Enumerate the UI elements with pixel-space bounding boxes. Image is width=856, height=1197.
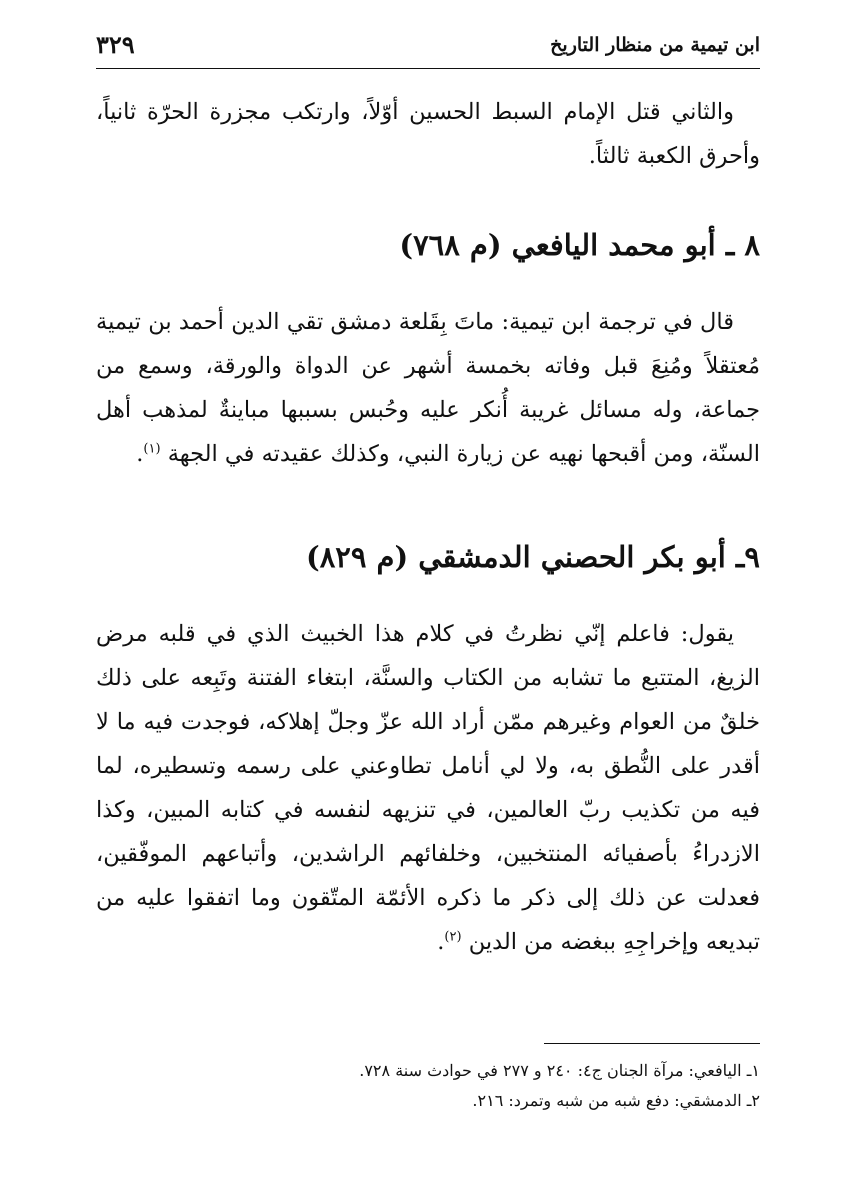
footnote-reference[interactable]: (١) [143,441,161,457]
running-header [96,28,760,69]
footnote-divider [544,1043,760,1044]
paragraph-text: يقول: فاعلم إنّي نظرتُ في كلام هذا الخبيث الذي في قلبه مرض الزيغ، المتتبع ما تشابه من الكتاب والسنَّة، ابتغاء الفتنة وتَبِعه على ذلك خلقٌ من العوام وغيرهم ممّن أراد الله عزّ وجلّ إهلاكه، فوجدت فيه ما لا أقدر على النُّطق به، ولا لي أنامل تطاوعني على رسمه وتسطيره، لما فيه من تكذيب ربّ العالمين، في تنزيهه لنفسه في كتابه المبين، وكذا الازدراءُ بأصفيائه المنتخبين، وخلفائهم الراشدين، وأتباعهم الموفّقين، فعدلت عن ذلك إلى ذكر ما ذكره الأئمّة المتّقون وما اتفقوا عليه من تبديعه وإخراجِهِ ببغضه من الدين [96,621,760,955]
paragraph-text: والثاني قتل الإمام السبط الحسين أوّلاً، وارتكب مجزرة الحرّة ثانياً، وأحرق الكعبة ثالثاً. [96,99,760,169]
footnotes [96,1056,760,1116]
footnote-2: ٢ـ الدمشقي: دفع شبه من شبه وتمرد: ٢١٦. [472,1091,760,1110]
page-number: ٣٢٩ [96,30,135,59]
paragraph-text: قال في ترجمة ابن تيمية: ماتَ بِقَلعة دمشق تقي الدين أحمد بن تيمية مُعتقلاً ومُنِعَ قبل وفاته بخمسة أشهر عن الدواة والورقة، وسمع من جماعة، وله مسائل غريبة أُنكر عليه وحُبس بسببها مباينةٌ لمذهب أهل السنّة، ومن أقبحها نهيه عن زيارة النبي، وكذلك عقيدته في الجهة [96,309,760,467]
footnote-reference[interactable]: (٢) [444,929,462,945]
paragraph-yafii: قال في ترجمة ابن تيمية: ماتَ بِقَلعة دمشق تقي الدين أحمد بن تيمية مُعتقلاً ومُنِعَ قبل وفاته بخمسة أشهر عن الدواة والورقة، وسمع من جماعة، وله مسائل غريبة أُنكر عليه وحُبس بسببها مباينةٌ لمذهب أهل السنّة، ومن أقبحها نهيه عن زيارة النبي، وكذلك عقيدته في الجهة $^{(١)}$. [96,309,760,467]
section-heading-yafii: ٨ ـ أبو محمد اليافعي (م ٧٦٨) [399,228,760,262]
footnote-1: ١ـ اليافعي: مرآة الجنان ج٤: ٢٤٠ و ٢٧٧ في حوادث سنة ٧٢٨. [359,1061,760,1080]
paragraph-husni: يقول: فاعلم إنّي نظرتُ في كلام هذا الخبيث الذي في قلبه مرض الزيغ، المتتبع ما تشابه من الكتاب والسنَّة، ابتغاء الفتنة وتَبِعه على ذلك خلقٌ من العوام وغيرهم ممّن أراد الله عزّ وجلّ إهلاكه، فوجدت فيه ما لا أقدر على النُّطق به، ولا لي أنامل تطاوعني على رسمه وتسطيره، لما فيه من تكذيب ربّ العالمين، في تنزيهه لنفسه في كتابه المبين، وكذا الازدراءُ بأصفيائه المنتخبين، وخلفائهم الراشدين، وأتباعهم الموفّقين، فعدلت عن ذلك إلى ذكر ما ذكره الأئمّة المتّقون وما اتفقوا عليه من تبديعه وإخراجِهِ ببغضه من الدين $^{(٢)}$. [96,621,760,955]
paragraph-intro [96,90,760,178]
section-heading-husni: ٩ـ أبو بكر الحصني الدمشقي (م ٨٢٩) [305,540,760,574]
running-title: ابن تيمية من منظار التاريخ [550,34,760,56]
